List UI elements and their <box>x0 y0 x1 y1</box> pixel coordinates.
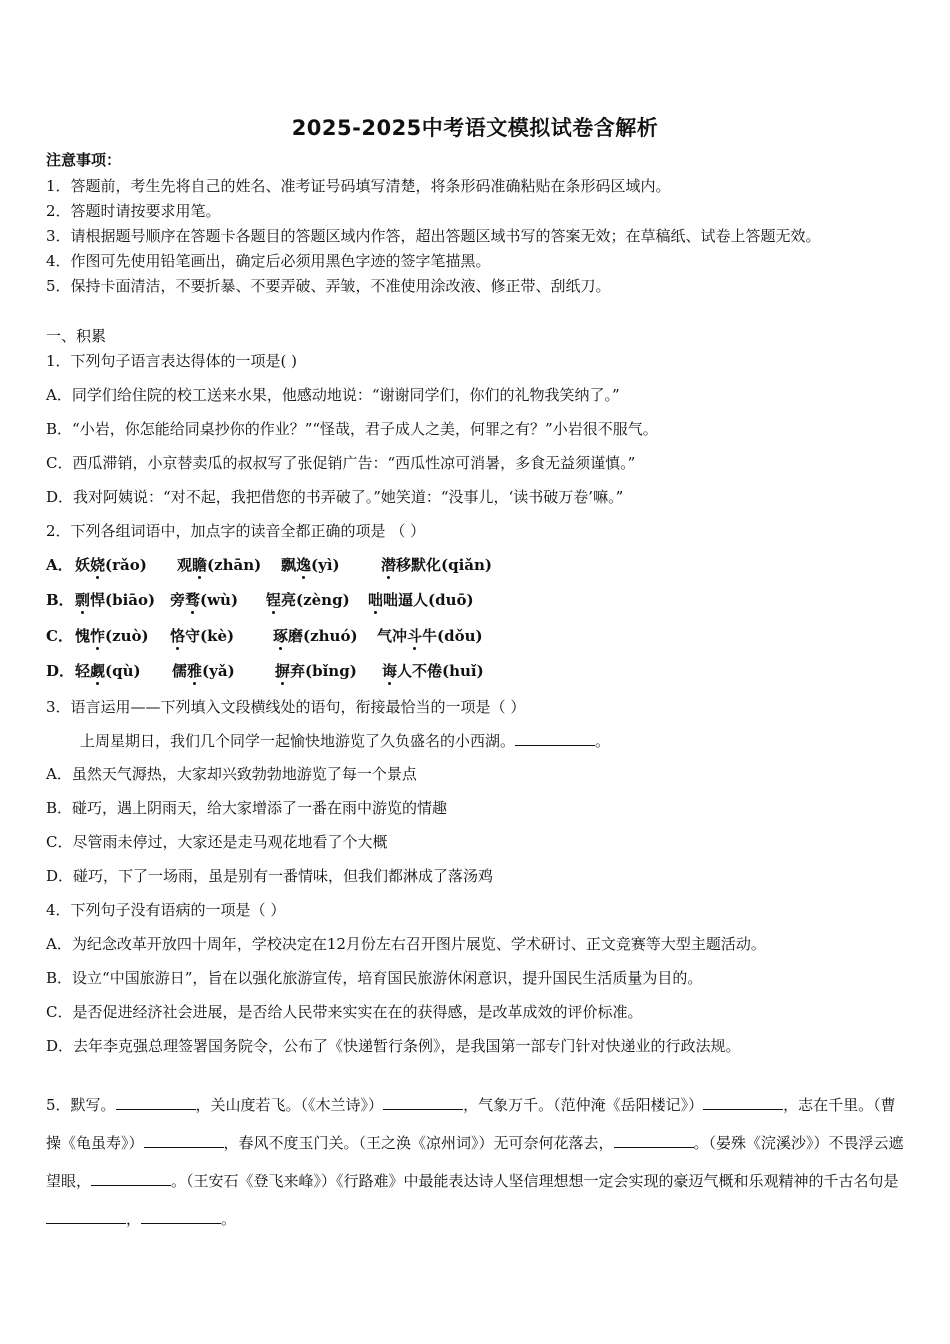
question-1-option-a: A．同学们给住院的校工送来水果，他感动地说：“谢谢同学们，你们的礼物我笑纳了。” <box>46 386 620 404</box>
question-1-option-c: C．西瓜滞销，小京替卖瓜的叔叔写了张促销广告：“西瓜性凉可消暑，多食无益须谨慎。” <box>46 454 636 472</box>
question-2-word: 飘逸(yì) <box>281 556 340 574</box>
answer-blank <box>141 1209 221 1224</box>
question-1-stem: 1．下列句子语言表达得体的一项是( ) <box>46 352 298 370</box>
answer-blank <box>703 1095 783 1110</box>
question-3-option-c: C．尽管雨未停过，大家还是走马观花地看了个大概 <box>46 833 388 851</box>
answer-blank <box>383 1095 463 1110</box>
question-2-option-label: B． <box>46 591 74 609</box>
question-3-option-d: D．碰巧，下了一场雨，虽是别有一番情味，但我们都淋成了落汤鸡 <box>46 867 494 885</box>
notice-heading: 注意事项： <box>46 151 122 169</box>
question-5-dictation: 5．默写。 ，关山度若飞。（《木兰诗》） ，气象万千。（范仲淹《岳阳楼记》） ，志在千里。（曹操《龟虽寿》） ，春风不度玉门关。（王之涣《凉州词》）无可奈何花落去， 。（晏殊《浣溪沙》）不畏浮云遮望眼， 。（王安石《登飞来峰》）《行路难》中最能表达诗人坚信理想想一定会实现的豪迈气概和乐观精神的千古名句是， 。 <box>46 1096 904 1228</box>
question-2-word: 旁骛(wù) <box>170 591 239 609</box>
answer-blank <box>144 1133 224 1148</box>
question-3-option-b: B．碰巧，遇上阴雨天，给大家增添了一番在雨中游览的情趣 <box>46 799 448 817</box>
question-2-option-label: A． <box>46 556 73 574</box>
question-2-word: 愧怍(zuò) <box>75 627 149 645</box>
question-4-stem: 4．下列句子没有语病的一项是（ ） <box>46 901 286 919</box>
page-title: 2025-2025中考语文模拟试卷含解析 <box>291 116 659 140</box>
answer-blank <box>515 731 595 746</box>
question-1-option-b: B．“小岩，你怎能给同桌抄你的作业？”“怪哉，君子成人之美，何罪之有？”小岩很不服气。 <box>46 420 658 438</box>
question-3-option-a: A．虽然天气溽热，大家却兴致勃勃地游览了每一个景点 <box>46 765 417 783</box>
question-2-word: 轻觑(qù) <box>75 662 141 680</box>
question-2-word: 咄咄逼人(duō) <box>368 591 474 609</box>
question-2-stem: 2．下列各组词语中，加点字的读音全都正确的项是 （ ） <box>46 522 426 540</box>
question-2-word: 妖娆(rǎo) <box>75 556 147 574</box>
notice-item: 3．请根据题号顺序在答题卡各题目的答题区域内作答，超出答题区域书写的答案无效；在草稿纸、试卷上答题无效。 <box>46 227 821 245</box>
question-3-passage: 上周星期日，我们几个同学一起愉快地游览了久负盛名的小西湖。 。 <box>80 732 611 750</box>
answer-blank <box>116 1095 196 1110</box>
notice-item: 4．作图可先使用铅笔画出，确定后必须用黑色字迹的签字笔描黑。 <box>46 252 491 270</box>
answer-blank <box>91 1171 171 1186</box>
question-3-stem: 3．语言运用——下列填入文段横线处的语句，衔接最恰当的一项是（ ） <box>46 698 526 716</box>
question-2-word: 摒弃(bǐng) <box>275 662 357 680</box>
section-heading: 一、积累 <box>46 327 107 345</box>
question-2-word: 恪守(kè) <box>170 627 235 645</box>
question-2-option-label: C． <box>46 627 73 645</box>
question-4-option-c: C．是否促进经济社会进展，是否给人民带来实实在在的获得感，是改革成效的评价标准。 <box>46 1003 643 1021</box>
question-2-word: 锃亮(zèng) <box>266 591 350 609</box>
question-2-word: 诲人不倦(huǐ) <box>382 662 484 680</box>
question-2-word: 琢磨(zhuó) <box>273 627 358 645</box>
answer-blank <box>614 1133 694 1148</box>
question-4-option-d: D．去年李克强总理签署国务院令，公布了《快递暂行条例》，是我国第一部专门针对快递业的行政法规。 <box>46 1037 741 1055</box>
question-2-word: 儒雅(yǎ) <box>172 662 235 680</box>
answer-blank <box>46 1209 126 1224</box>
question-4-option-b: B．设立“中国旅游日”，旨在以强化旅游宣传，培育国民旅游休闲意识，提升国民生活质量为目的。 <box>46 969 703 987</box>
question-4-option-a: A．为纪念改革开放四十周年，学校决定在12月份左右召开图片展览、学术研讨、正文竞赛等大型主题活动。 <box>46 935 766 953</box>
notice-item: 1．答题前，考生先将自己的姓名、准考证号码填写清楚，将条形码准确粘贴在条形码区域内。 <box>46 177 671 195</box>
notice-item: 2．答题时请按要求用笔。 <box>46 202 221 220</box>
question-1-option-d: D．我对阿姨说：“对不起，我把借您的书弄破了。”她笑道：“没事儿，‘读书破万卷’嘛。” <box>46 488 624 506</box>
question-2-word: 潜移默化(qiǎn) <box>381 556 493 574</box>
question-2-word: 剽悍(biāo) <box>75 591 156 609</box>
notice-item: 5．保持卡面清洁，不要折暴、不要弄破、弄皱，不准使用涂改液、修正带、刮纸刀。 <box>46 277 611 295</box>
question-2-word: 气冲斗牛(dǒu) <box>377 627 483 645</box>
question-2-option-label: D． <box>46 662 75 680</box>
question-2-word: 观瞻(zhān) <box>177 556 262 574</box>
